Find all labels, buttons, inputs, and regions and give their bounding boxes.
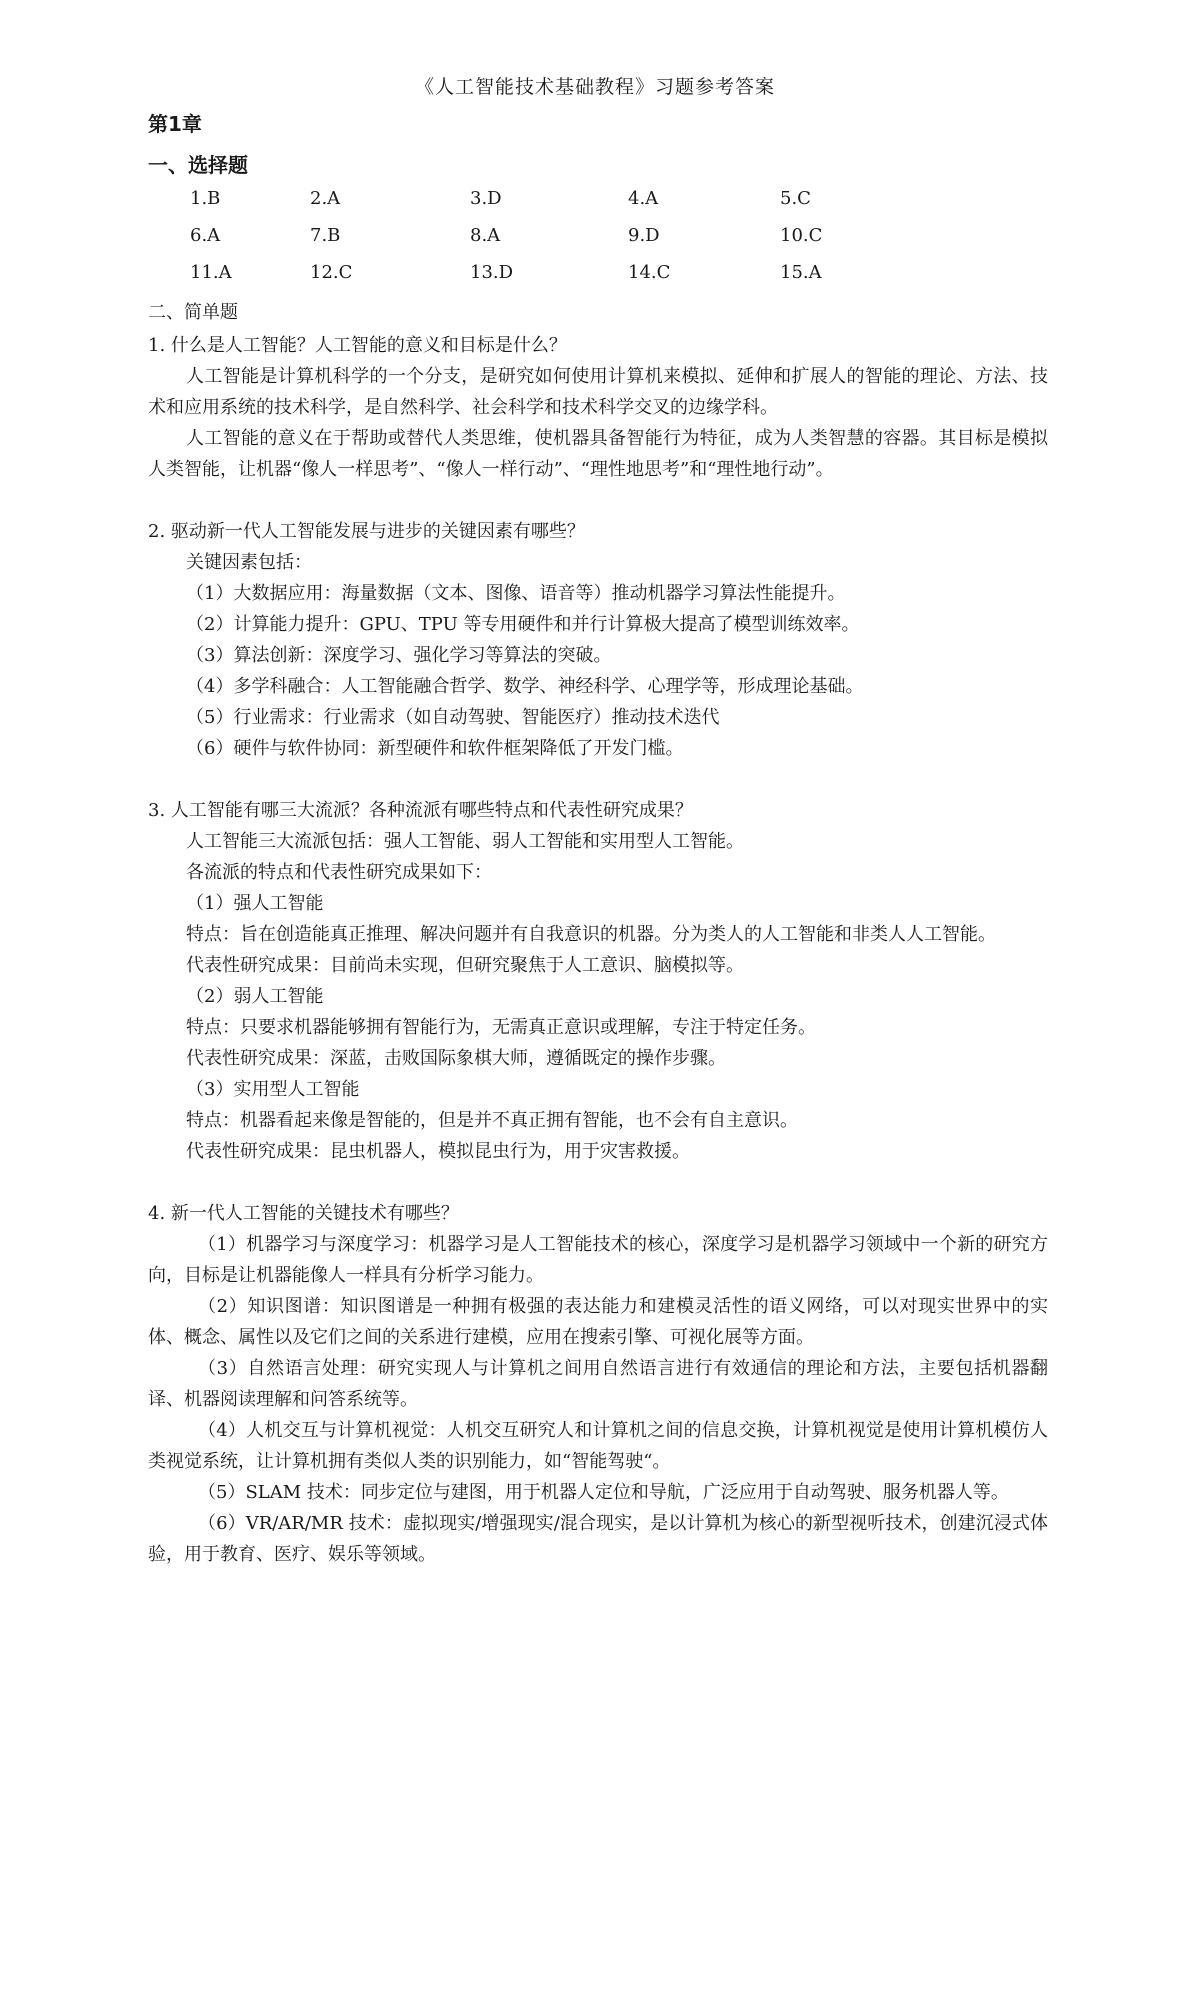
question-3: 3. 人工智能有哪三大流派？各种流派有哪些特点和代表性研究成果？	[148, 800, 693, 821]
list-item: （5）SLAM 技术：同步定位与建图，用于机器人定位和导航，广泛应用于自动驾驶、服务机器人等。	[198, 1482, 1009, 1503]
answer-row	[0, 262, 1190, 292]
answer-cell: 10.C	[780, 225, 823, 246]
list-item: （3）算法创新：深度学习、强化学习等算法的突破。	[186, 645, 612, 666]
list-item: （6）硬件与软件协同：新型硬件和软件框架降低了开发门槛。	[186, 738, 684, 759]
answer-cell: 15.A	[780, 262, 822, 283]
answer-paragraph: 人工智能的意义在于帮助或替代人类思维，使机器具备智能行为特征，成为人类智慧的容器。其目标是模拟人类智能，让机器“像人一样思考”、“像人一样行动”、“理性地思考”和“理性地行动”。	[148, 428, 1048, 480]
answer-cell: 7.B	[310, 225, 341, 246]
list-item: （6）VR/AR/MR 技术：虚拟现实/增强现实/混合现实，是以计算机为核心的新型视听技术，创建沉浸式体验，用于教育、医疗、娱乐等领域。	[148, 1513, 1048, 1565]
answer-cell: 6.A	[190, 225, 221, 246]
answer-cell: 11.A	[190, 262, 232, 283]
list-item: （2）知识图谱：知识图谱是一种拥有极强的表达能力和建模灵活性的语义网络，可以对现实世界中的实体、概念、属性以及它们之间的关系进行建模，应用在搜索引擎、可视化展等方面。	[148, 1296, 1048, 1348]
subsection-title: （1）强人工智能	[186, 893, 324, 914]
list-item: （1）机器学习与深度学习：机器学习是人工智能技术的核心，深度学习是机器学习领域中一个新的研究方向，目标是让机器能像人一样具有分析学习能力。	[148, 1234, 1048, 1286]
result-text: 代表性研究成果：昆虫机器人，模拟昆虫行为，用于灾害救援。	[186, 1141, 690, 1162]
answer-row	[0, 225, 1190, 255]
answer-paragraph: 人工智能是计算机科学的一个分支，是研究如何使用计算机来模拟、延伸和扩展人的智能的理论、方法、技术和应用系统的技术科学，是自然科学、社会科学和技术科学交叉的边缘学科。	[148, 366, 1048, 418]
section-heading-multiple-choice: 一、选择题	[148, 153, 248, 177]
chapter-heading: 第1章	[148, 112, 202, 136]
list-item: （4）人机交互与计算机视觉：人机交互研究人和计算机之间的信息交换，计算机视觉是使用计算机模仿人类视觉系统，让计算机拥有类似人类的识别能力，如“智能驾驶“。	[148, 1420, 1048, 1472]
answers-body	[148, 330, 1048, 1570]
answer-cell: 12.C	[310, 262, 353, 283]
list-item: （2）计算能力提升：GPU、TPU 等专用硬件和并行计算极大提高了模型训练效率。	[186, 614, 860, 635]
list-item: （4）多学科融合：人工智能融合哲学、数学、神经科学、心理学等，形成理论基础。	[186, 676, 864, 697]
feature-text: 特点：旨在创造能真正推理、解决问题并有自我意识的机器。分为类人的人工智能和非类人人工智能。	[186, 924, 996, 945]
subsection-title: （3）实用型人工智能	[186, 1079, 360, 1100]
question-2: 2. 驱动新一代人工智能发展与进步的关键因素有哪些？	[148, 521, 585, 542]
question-4: 4. 新一代人工智能的关键技术有哪些？	[148, 1203, 459, 1224]
answer-cell: 1.B	[190, 188, 221, 209]
answer-intro: 关键因素包括：	[186, 552, 312, 573]
subsection-title: （2）弱人工智能	[186, 986, 324, 1007]
question-1: 1. 什么是人工智能？人工智能的意义和目标是什么？	[148, 335, 567, 356]
list-item: （1）大数据应用：海量数据（文本、图像、语音等）推动机器学习算法性能提升。	[186, 583, 846, 604]
answer-cell: 14.C	[628, 262, 671, 283]
answer-cell: 4.A	[628, 188, 659, 209]
answer-intro: 各流派的特点和代表性研究成果如下：	[186, 862, 492, 883]
answer-cell: 5.C	[780, 188, 811, 209]
list-item: （3）自然语言处理：研究实现人与计算机之间用自然语言进行有效通信的理论和方法，主要包括机器翻译、机器阅读理解和问答系统等。	[148, 1358, 1048, 1410]
answer-intro: 人工智能三大流派包括：强人工智能、弱人工智能和实用型人工智能。	[186, 831, 744, 852]
list-item: （5）行业需求：行业需求（如自动驾驶、智能医疗）推动技术迭代	[186, 707, 720, 728]
result-text: 代表性研究成果：目前尚未实现，但研究聚焦于人工意识、脑模拟等。	[186, 955, 744, 976]
document-title: 《人工智能技术基础教程》习题参考答案	[414, 76, 775, 98]
feature-text: 特点：只要求机器能够拥有智能行为，无需真正意识或理解，专注于特定任务。	[186, 1017, 816, 1038]
answer-cell: 9.D	[628, 225, 660, 246]
answer-cell: 8.A	[470, 225, 501, 246]
answer-cell: 13.D	[470, 262, 514, 283]
feature-text: 特点：机器看起来像是智能的，但是并不真正拥有智能，也不会有自主意识。	[186, 1110, 798, 1131]
result-text: 代表性研究成果：深蓝，击败国际象棋大师，遵循既定的操作步骤。	[186, 1048, 726, 1069]
answer-cell: 2.A	[310, 188, 341, 209]
section-heading-short-answer: 二、简单题	[148, 302, 238, 323]
answer-row	[0, 188, 1190, 218]
answer-cell: 3.D	[470, 188, 502, 209]
